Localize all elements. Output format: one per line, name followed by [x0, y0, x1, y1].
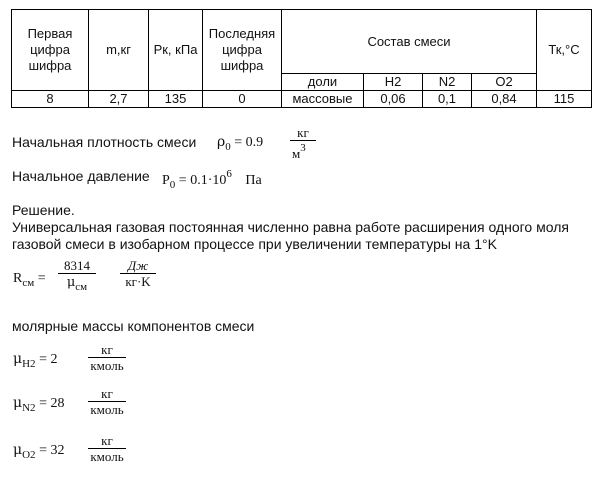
cell-tk: 115 [537, 91, 592, 108]
header-pk: Pк, кПа [149, 10, 203, 91]
molar-heading: молярные массы компонентов смеси [12, 318, 255, 334]
molar-eq: = [39, 396, 47, 411]
parameters-table [11, 9, 592, 108]
rsm-num: 8314 [64, 258, 90, 273]
molar-unit-den: кмоль [90, 449, 124, 464]
density-unit-den: м [292, 146, 301, 161]
mu-symbol: μ [13, 351, 23, 367]
molar-item-o2 [13, 442, 64, 461]
rsm-eq: = [37, 271, 46, 286]
solution-line-2: газовой смеси в изобарном процессе при увеличении температуры на 1°K [12, 236, 497, 252]
header-mass: m,кг [89, 10, 149, 91]
cell-n2: 0,1 [423, 91, 472, 108]
pressure-formula [162, 168, 262, 191]
header-h2: H2 [364, 74, 423, 91]
rsm-unit-num: Дж [127, 258, 149, 273]
density-unit [290, 125, 316, 161]
molar-sub: O2 [22, 449, 36, 461]
rsm-lhs [13, 271, 46, 289]
header-composition: Состав смеси [282, 10, 537, 74]
pressure-eq: = [178, 173, 187, 188]
molar-value: 32 [50, 443, 65, 458]
header-o2: O2 [472, 74, 537, 91]
density-sub: 0 [225, 141, 231, 153]
pressure-sub: 0 [169, 179, 176, 191]
rsm-sub: см [22, 277, 35, 289]
pressure-symbol: P [162, 173, 170, 188]
density-unit-den-sup: 3 [300, 142, 306, 154]
cell-h2: 0,06 [364, 91, 423, 108]
density-symbol: ρ [217, 134, 226, 150]
mu-symbol: μ [13, 395, 23, 411]
cell-pk: 135 [149, 91, 203, 108]
cell-o2: 0,84 [472, 91, 537, 108]
molar-sub: N2 [22, 402, 36, 414]
molar-item-n2 [13, 395, 64, 414]
pressure-label: Начальное давление [12, 168, 150, 184]
header-fractions: доли [282, 74, 364, 91]
molar-eq: = [39, 352, 47, 367]
molar-unit-o2 [88, 433, 126, 464]
density-formula [217, 134, 263, 153]
density-eq: = [234, 135, 243, 150]
density-unit-num: кг [297, 125, 309, 140]
rsm-unit [120, 258, 156, 289]
molar-item-h2 [13, 351, 57, 370]
molar-eq: = [39, 443, 47, 458]
mu-symbol: μ [13, 442, 23, 458]
header-n2: N2 [423, 74, 472, 91]
molar-unit-num: кг [101, 433, 113, 448]
rsm-symbol: R [13, 271, 23, 286]
rsm-den-sub: см [75, 281, 88, 293]
density-label: Начальная плотность смеси [12, 134, 197, 150]
table-row [12, 91, 592, 108]
header-first-digit: Первая цифра шифра [12, 10, 89, 91]
solution-heading: Решение. [12, 202, 75, 218]
molar-unit-den: кмоль [90, 358, 124, 373]
pressure-value-sup: 6 [226, 168, 232, 180]
cell-first-digit: 8 [12, 91, 89, 108]
molar-unit-n2 [88, 386, 126, 417]
rsm-fraction [58, 258, 96, 295]
molar-unit-num: кг [101, 342, 113, 357]
solution-line-1: Универсальная газовая постоянная численно равна работе расширения одного моля [12, 219, 569, 235]
cell-last-digit: 0 [203, 91, 282, 108]
molar-unit-h2 [88, 342, 126, 373]
cell-mass: 2,7 [89, 91, 149, 108]
pressure-value: 0.1·10 [190, 173, 227, 188]
header-tk: Тк,°C [537, 10, 592, 91]
rsm-den-symbol: μ [66, 275, 76, 290]
density-value: 0.9 [245, 135, 264, 150]
molar-unit-den: кмоль [90, 402, 124, 417]
header-last-digit: Последняя цифра шифра [203, 10, 282, 91]
molar-value: 2 [50, 352, 58, 367]
pressure-unit: Па [245, 173, 262, 188]
molar-unit-num: кг [101, 386, 113, 401]
rsm-unit-den: кг·K [125, 274, 151, 289]
cell-fractions: массовые [282, 91, 364, 108]
molar-sub: H2 [22, 358, 36, 370]
molar-value: 28 [50, 396, 65, 411]
